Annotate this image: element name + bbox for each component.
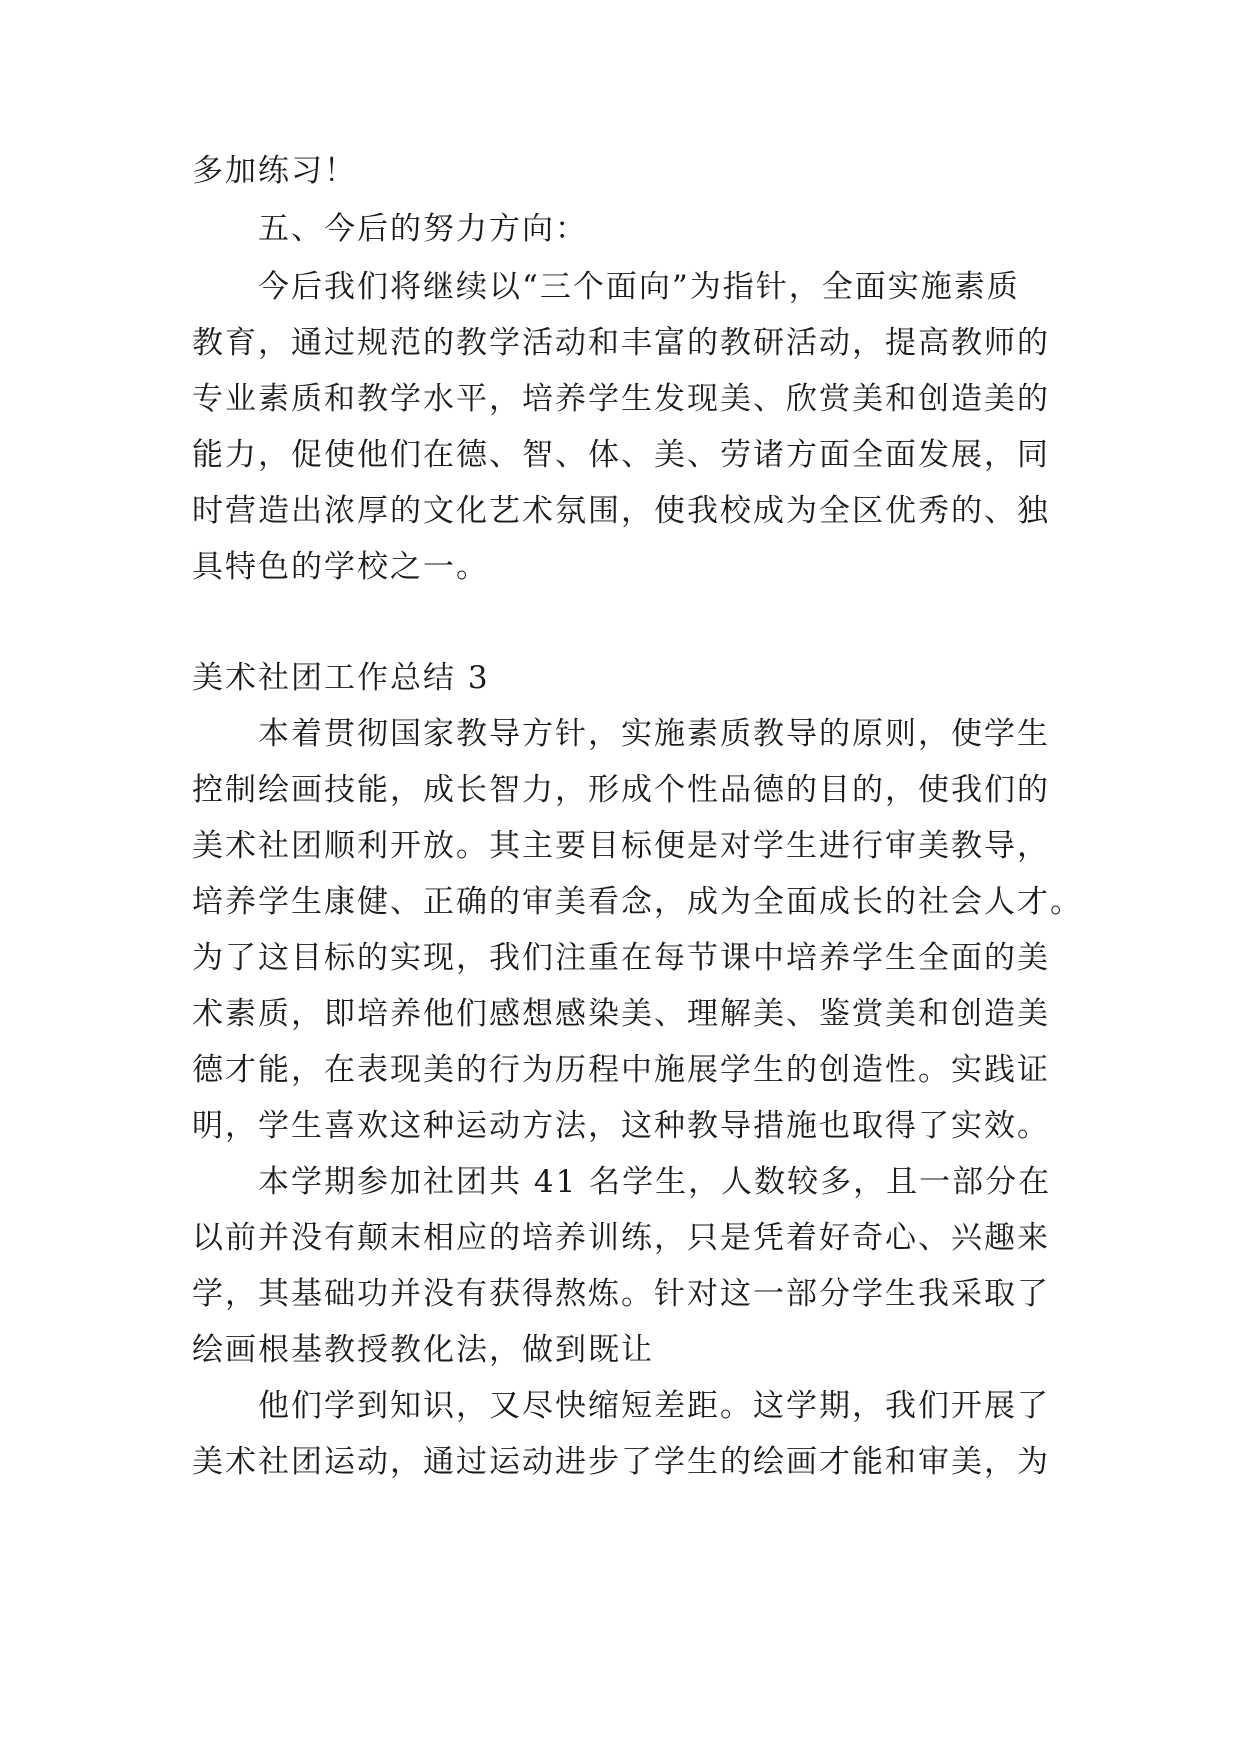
- paragraph-line: 专业素质和教学水平，培养学生发现美、欣赏美和创造美的: [192, 381, 1050, 417]
- paragraph-line: 教育，通过规范的教学活动和丰富的教研活动，提高教师的: [192, 325, 1050, 361]
- article-title: 美术社团工作总结 3: [192, 660, 490, 696]
- paragraph-line: 学，其基础功并没有获得熬炼。针对这一部分学生我采取了: [192, 1276, 1050, 1312]
- paragraph-line: 多加练习！: [192, 153, 357, 189]
- paragraph-line: 本着贯彻国家教导方针，实施素质教导的原则，使学生: [258, 716, 1050, 752]
- paragraph-line: 本学期参加社团共 41 名学生，人数较多，且一部分在: [258, 1164, 1052, 1200]
- paragraph-line: 他们学到知识，又尽快缩短差距。这学期，我们开展了: [258, 1388, 1050, 1424]
- paragraph-line: 培养学生康健、正确的审美看念，成为全面成长的社会人才。: [192, 884, 1083, 920]
- paragraph-line: 时营造出浓厚的文化艺术氛围，使我校成为全区优秀的、独: [192, 493, 1050, 529]
- paragraph-line: 为了这目标的实现，我们注重在每节课中培养学生全面的美: [192, 940, 1050, 976]
- section-heading: 五、今后的努力方向：: [258, 211, 588, 247]
- paragraph-line: 美术社团顺利开放。其主要目标便是对学生进行审美教导，: [192, 828, 1050, 864]
- paragraph-line: 术素质，即培养他们感想感染美、理解美、鉴赏美和创造美: [192, 996, 1050, 1032]
- paragraph-line: 控制绘画技能，成长智力，形成个性品德的目的，使我们的: [192, 772, 1050, 808]
- paragraph-line: 今后我们将继续以“三个面向”为指针，全面实施素质: [258, 269, 1020, 305]
- paragraph-line: 具特色的学校之一。: [192, 549, 489, 585]
- paragraph-line: 美术社团运动，通过运动进步了学生的绘画才能和审美，为: [192, 1444, 1050, 1480]
- paragraph-line: 绘画根基教授教化法，做到既让: [192, 1332, 654, 1368]
- paragraph-line: 德才能，在表现美的行为历程中施展学生的创造性。实践证: [192, 1052, 1050, 1088]
- paragraph-line: 明，学生喜欢这种运动方法，这种教导措施也取得了实效。: [192, 1108, 1050, 1144]
- paragraph-line: 以前并没有颠末相应的培养训练，只是凭着好奇心、兴趣来: [192, 1220, 1050, 1256]
- paragraph-line: 能力，促使他们在德、智、体、美、劳诸方面全面发展，同: [192, 437, 1050, 473]
